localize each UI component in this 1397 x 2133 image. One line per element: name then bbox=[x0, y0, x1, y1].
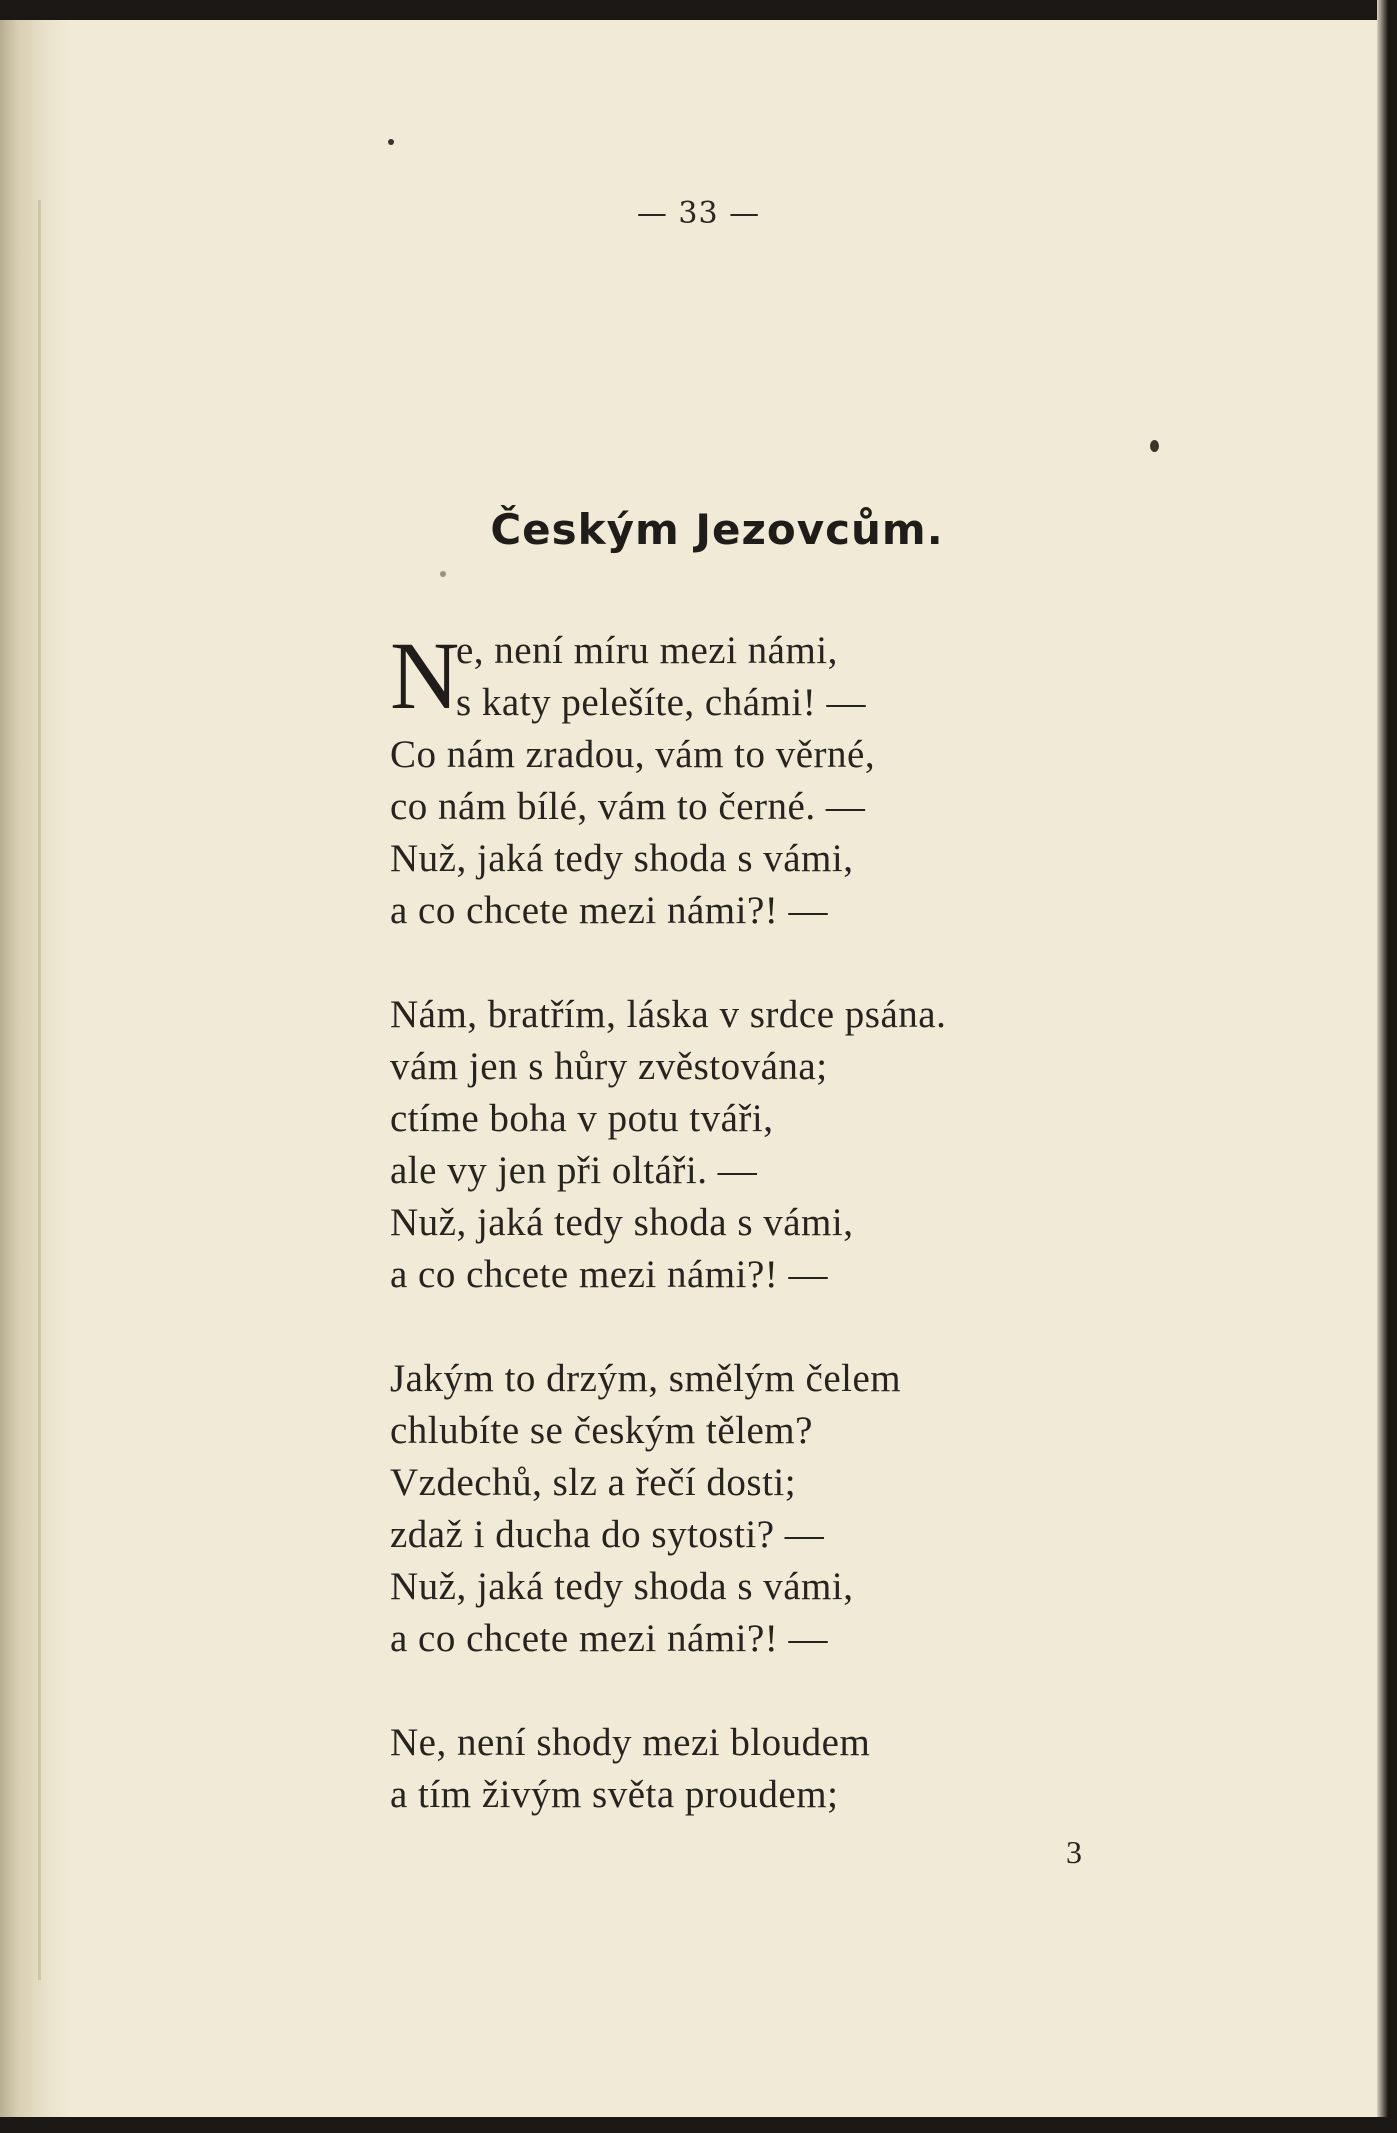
poem-line: Co nám zradou, vám to věrné, bbox=[390, 733, 876, 776]
page-gutter bbox=[0, 0, 70, 2133]
stanza-2 bbox=[390, 989, 1110, 1301]
poem-line: zdaž i ducha do sytosti? — bbox=[390, 1513, 825, 1556]
paper-speck bbox=[1150, 440, 1159, 452]
poem-line: a co chcete mezi námi?! — bbox=[390, 889, 829, 932]
poem-line: vám jen s hůry zvěstována; bbox=[390, 1045, 828, 1088]
poem-line: a co chcete mezi námi?! — bbox=[390, 1253, 829, 1296]
stanza-opening bbox=[390, 622, 1110, 729]
poem-line: a tím živým světa proudem; bbox=[390, 1773, 839, 1816]
poem-line: chlubíte se českým tělem? bbox=[390, 1409, 813, 1452]
poem-line: Vzdechů, slz a řečí dosti; bbox=[390, 1461, 797, 1504]
poem-line: Nuž, jaká tedy shoda s vámi, bbox=[390, 1201, 854, 1244]
poem-line: Jakým to drzým, smělým čelem bbox=[390, 1357, 902, 1400]
stanza-4 bbox=[390, 1717, 1110, 1821]
scan-edge-bottom bbox=[0, 2117, 1397, 2133]
poem-line: ctíme boha v potu tváři, bbox=[390, 1097, 774, 1140]
stanza-1 bbox=[390, 622, 1110, 937]
scan-edge-top bbox=[0, 0, 1397, 20]
poem-line: s katy pelešíte, chámi! — bbox=[456, 681, 866, 724]
poem-line: Nám, bratřím, láska v srdce psána. bbox=[390, 993, 947, 1036]
poem-line: Nuž, jaká tedy shoda s vámi, bbox=[390, 1565, 854, 1608]
poem-body bbox=[390, 622, 1110, 1873]
poem-line: Nuž, jaká tedy shoda s vámi, bbox=[390, 837, 854, 880]
poem-line: co nám bílé, vám to černé. — bbox=[390, 785, 866, 828]
stanza-3 bbox=[390, 1353, 1110, 1665]
scan-edge-right bbox=[1377, 0, 1397, 2133]
binding-crease bbox=[38, 200, 41, 1980]
poem-line: e, není míru mezi námi, bbox=[456, 629, 838, 672]
paper-speck bbox=[440, 571, 446, 577]
signature-mark: 3 bbox=[1066, 1834, 1082, 1870]
drop-cap: N bbox=[390, 622, 460, 729]
poem-line: ale vy jen při oltáři. — bbox=[390, 1149, 758, 1192]
poem-line: a co chcete mezi námi?! — bbox=[390, 1617, 829, 1660]
page-number: — 33 — bbox=[636, 196, 761, 231]
poem-title: Českým Jezovcům. bbox=[490, 505, 944, 554]
paper-speck bbox=[388, 139, 394, 145]
poem-line: Ne, není shody mezi bloudem bbox=[390, 1721, 871, 1764]
